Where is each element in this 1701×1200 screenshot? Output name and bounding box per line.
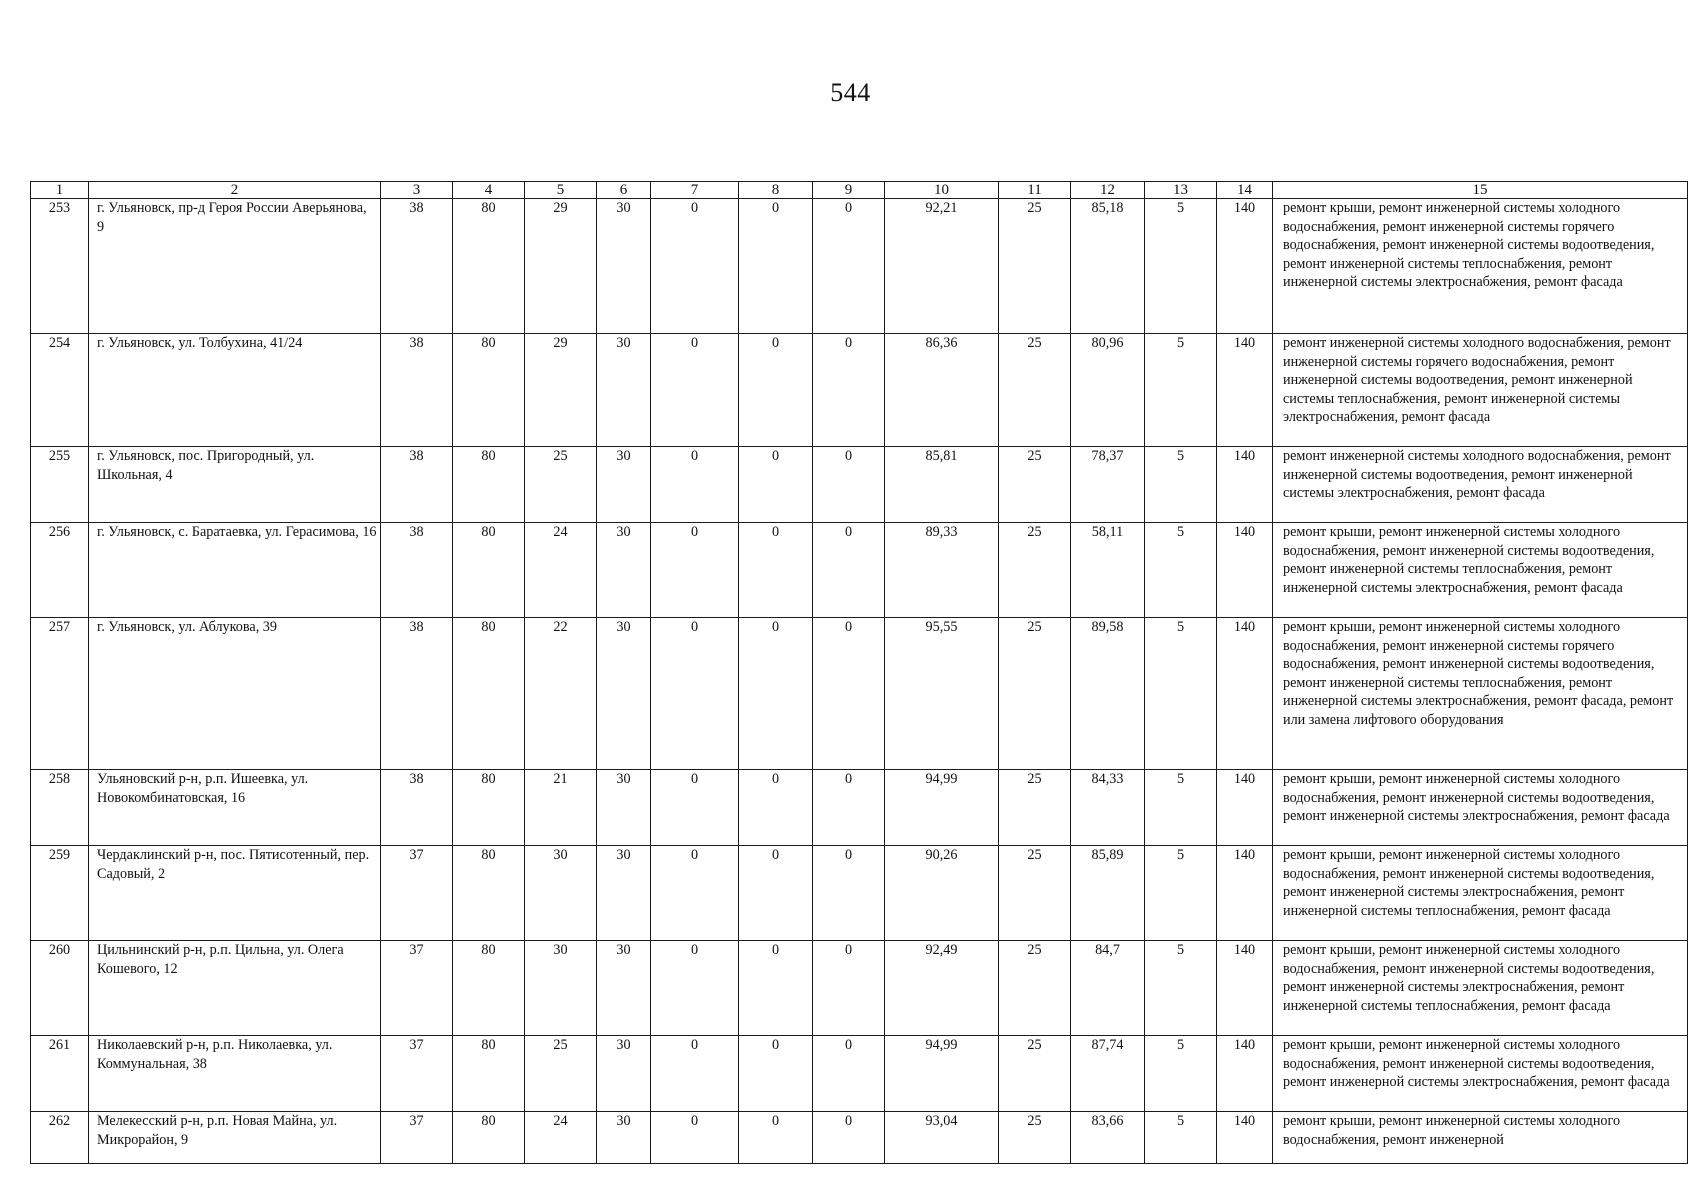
value-cell: 25 — [999, 1036, 1071, 1112]
value-cell: 30 — [597, 334, 651, 447]
value-cell: 140 — [1217, 1036, 1273, 1112]
value-cell: 30 — [597, 1036, 651, 1112]
value-cell: 80 — [453, 334, 525, 447]
value-cell: 94,99 — [885, 770, 999, 846]
row-number-cell: 253 — [31, 199, 89, 334]
row-number-cell: 256 — [31, 523, 89, 618]
value-cell: 25 — [525, 1036, 597, 1112]
value-cell: 38 — [381, 618, 453, 770]
works-cell: ремонт крыши, ремонт инженерной системы холодного водоснабжения, ремонт инженерной системы водоотведения, ремонт инженерной системы теплоснабжения, ремонт инженерной системы электроснабжения, ремонт фасада — [1273, 523, 1688, 618]
value-cell: 0 — [739, 523, 813, 618]
column-header-1: 1 — [31, 182, 89, 199]
value-cell: 0 — [813, 334, 885, 447]
address-cell: Чердаклинский р-н, пос. Пятисотенный, пер. Садовый, 2 — [89, 846, 381, 941]
value-cell: 89,58 — [1071, 618, 1145, 770]
value-cell: 30 — [597, 447, 651, 523]
table-row — [31, 1112, 1688, 1164]
value-cell: 0 — [739, 941, 813, 1036]
row-number-cell: 261 — [31, 1036, 89, 1112]
works-cell: ремонт инженерной системы холодного водоснабжения, ремонт инженерной системы водоотведения, ремонт инженерной системы электроснабжения, ремонт фасада — [1273, 447, 1688, 523]
value-cell: 25 — [999, 618, 1071, 770]
column-header-13: 13 — [1145, 182, 1217, 199]
value-cell: 5 — [1145, 1112, 1217, 1164]
value-cell: 0 — [651, 334, 739, 447]
page-number: 544 — [830, 78, 871, 107]
value-cell: 5 — [1145, 523, 1217, 618]
value-cell: 89,33 — [885, 523, 999, 618]
value-cell: 92,49 — [885, 941, 999, 1036]
value-cell: 80 — [453, 1036, 525, 1112]
address-cell: г. Ульяновск, ул. Аблукова, 39 — [89, 618, 381, 770]
value-cell: 0 — [651, 523, 739, 618]
value-cell: 0 — [813, 618, 885, 770]
value-cell: 29 — [525, 199, 597, 334]
value-cell: 0 — [739, 846, 813, 941]
column-header-3: 3 — [381, 182, 453, 199]
works-cell: ремонт крыши, ремонт инженерной системы холодного водоснабжения, ремонт инженерной системы водоотведения, ремонт инженерной системы электроснабжения, ремонт фасада — [1273, 1036, 1688, 1112]
value-cell: 140 — [1217, 1112, 1273, 1164]
value-cell: 37 — [381, 1112, 453, 1164]
value-cell: 80 — [453, 941, 525, 1036]
row-number-cell: 259 — [31, 846, 89, 941]
value-cell: 25 — [999, 199, 1071, 334]
value-cell: 24 — [525, 1112, 597, 1164]
value-cell: 0 — [739, 770, 813, 846]
value-cell: 0 — [651, 1112, 739, 1164]
value-cell: 25 — [999, 447, 1071, 523]
column-header-11: 11 — [999, 182, 1071, 199]
column-header-6: 6 — [597, 182, 651, 199]
value-cell: 85,81 — [885, 447, 999, 523]
value-cell: 24 — [525, 523, 597, 618]
address-cell: Цильнинский р-н, р.п. Цильна, ул. Олега Кошевого, 12 — [89, 941, 381, 1036]
value-cell: 140 — [1217, 941, 1273, 1036]
value-cell: 0 — [651, 846, 739, 941]
table-row — [31, 447, 1688, 523]
value-cell: 80 — [453, 770, 525, 846]
row-number-cell: 258 — [31, 770, 89, 846]
value-cell: 84,33 — [1071, 770, 1145, 846]
value-cell: 0 — [813, 199, 885, 334]
value-cell: 37 — [381, 846, 453, 941]
value-cell: 30 — [597, 941, 651, 1036]
value-cell: 30 — [525, 846, 597, 941]
value-cell: 0 — [813, 770, 885, 846]
works-cell: ремонт крыши, ремонт инженерной системы холодного водоснабжения, ремонт инженерной системы водоотведения, ремонт инженерной системы электроснабжения, ремонт инженерной системы теплоснабжения, ремонт фасада — [1273, 846, 1688, 941]
value-cell: 5 — [1145, 447, 1217, 523]
value-cell: 21 — [525, 770, 597, 846]
value-cell: 5 — [1145, 846, 1217, 941]
value-cell: 30 — [597, 770, 651, 846]
row-number-cell: 260 — [31, 941, 89, 1036]
value-cell: 80 — [453, 523, 525, 618]
value-cell: 80 — [453, 1112, 525, 1164]
value-cell: 38 — [381, 770, 453, 846]
table-row — [31, 770, 1688, 846]
value-cell: 0 — [651, 1036, 739, 1112]
column-header-4: 4 — [453, 182, 525, 199]
value-cell: 95,55 — [885, 618, 999, 770]
value-cell: 87,74 — [1071, 1036, 1145, 1112]
value-cell: 5 — [1145, 334, 1217, 447]
address-cell: г. Ульяновск, ул. Толбухина, 41/24 — [89, 334, 381, 447]
value-cell: 25 — [999, 523, 1071, 618]
value-cell: 80 — [453, 846, 525, 941]
value-cell: 0 — [813, 941, 885, 1036]
works-cell: ремонт крыши, ремонт инженерной системы холодного водоснабжения, ремонт инженерной системы водоотведения, ремонт инженерной системы электроснабжения, ремонт фасада — [1273, 770, 1688, 846]
value-cell: 86,36 — [885, 334, 999, 447]
value-cell: 37 — [381, 941, 453, 1036]
value-cell: 0 — [739, 199, 813, 334]
table-row — [31, 199, 1688, 334]
value-cell: 0 — [739, 618, 813, 770]
value-cell: 25 — [999, 1112, 1071, 1164]
value-cell: 0 — [651, 447, 739, 523]
table-row — [31, 1036, 1688, 1112]
value-cell: 30 — [597, 523, 651, 618]
value-cell: 0 — [739, 1112, 813, 1164]
row-number-cell: 257 — [31, 618, 89, 770]
value-cell: 5 — [1145, 199, 1217, 334]
value-cell: 140 — [1217, 199, 1273, 334]
table-row — [31, 523, 1688, 618]
address-cell: г. Ульяновск, пос. Пригородный, ул. Школьная, 4 — [89, 447, 381, 523]
column-header-5: 5 — [525, 182, 597, 199]
value-cell: 0 — [651, 199, 739, 334]
value-cell: 140 — [1217, 770, 1273, 846]
row-number-cell: 255 — [31, 447, 89, 523]
value-cell: 37 — [381, 1036, 453, 1112]
value-cell: 22 — [525, 618, 597, 770]
repair-program-table — [30, 181, 1688, 1164]
value-cell: 0 — [813, 447, 885, 523]
works-cell: ремонт крыши, ремонт инженерной системы холодного водоснабжения, ремонт инженерной системы горячего водоснабжения, ремонт инженерной системы водоотведения, ремонт инженерной системы теплоснабжения, ремонт инженерной системы электроснабжения, ремонт фасада — [1273, 199, 1688, 334]
value-cell: 0 — [739, 447, 813, 523]
table-row — [31, 334, 1688, 447]
value-cell: 38 — [381, 447, 453, 523]
table-row — [31, 846, 1688, 941]
value-cell: 0 — [739, 1036, 813, 1112]
value-cell: 0 — [651, 941, 739, 1036]
works-cell: ремонт инженерной системы холодного водоснабжения, ремонт инженерной системы горячего водоснабжения, ремонт инженерной системы водоотведения, ремонт инженерной системы теплоснабжения, ремонт инженерной системы электроснабжения, ремонт фасада — [1273, 334, 1688, 447]
value-cell: 83,66 — [1071, 1112, 1145, 1164]
column-header-9: 9 — [813, 182, 885, 199]
works-cell: ремонт крыши, ремонт инженерной системы холодного водоснабжения, ремонт инженерной — [1273, 1112, 1688, 1164]
value-cell: 140 — [1217, 618, 1273, 770]
value-cell: 94,99 — [885, 1036, 999, 1112]
value-cell: 30 — [597, 846, 651, 941]
value-cell: 85,89 — [1071, 846, 1145, 941]
value-cell: 140 — [1217, 846, 1273, 941]
address-cell: Мелекесский р-н, р.п. Новая Майна, ул. Микрорайон, 9 — [89, 1112, 381, 1164]
column-header-10: 10 — [885, 182, 999, 199]
column-header-15: 15 — [1273, 182, 1688, 199]
value-cell: 29 — [525, 334, 597, 447]
value-cell: 85,18 — [1071, 199, 1145, 334]
value-cell: 93,04 — [885, 1112, 999, 1164]
value-cell: 140 — [1217, 523, 1273, 618]
value-cell: 0 — [813, 846, 885, 941]
works-cell: ремонт крыши, ремонт инженерной системы холодного водоснабжения, ремонт инженерной системы горячего водоснабжения, ремонт инженерной системы водоотведения, ремонт инженерной системы теплоснабжения, ремонт инженерной системы электроснабжения, ремонт фасада, ремонт или замена лифтового оборудования — [1273, 618, 1688, 770]
value-cell: 30 — [597, 1112, 651, 1164]
header-row — [31, 182, 1688, 199]
value-cell: 80 — [453, 447, 525, 523]
table-row — [31, 618, 1688, 770]
value-cell: 5 — [1145, 770, 1217, 846]
value-cell: 5 — [1145, 618, 1217, 770]
column-header-14: 14 — [1217, 182, 1273, 199]
value-cell: 80 — [453, 618, 525, 770]
value-cell: 25 — [999, 846, 1071, 941]
value-cell: 38 — [381, 199, 453, 334]
value-cell: 84,7 — [1071, 941, 1145, 1036]
value-cell: 92,21 — [885, 199, 999, 334]
value-cell: 78,37 — [1071, 447, 1145, 523]
value-cell: 80 — [453, 199, 525, 334]
column-header-7: 7 — [651, 182, 739, 199]
value-cell: 58,11 — [1071, 523, 1145, 618]
value-cell: 5 — [1145, 1036, 1217, 1112]
value-cell: 25 — [999, 770, 1071, 846]
works-cell: ремонт крыши, ремонт инженерной системы холодного водоснабжения, ремонт инженерной системы водоотведения, ремонт инженерной системы электроснабжения, ремонт инженерной системы теплоснабжения, ремонт фасада — [1273, 941, 1688, 1036]
value-cell: 140 — [1217, 447, 1273, 523]
value-cell: 25 — [525, 447, 597, 523]
value-cell: 0 — [651, 770, 739, 846]
value-cell: 30 — [597, 618, 651, 770]
value-cell: 5 — [1145, 941, 1217, 1036]
value-cell: 0 — [813, 1036, 885, 1112]
address-cell: Ульяновский р-н, р.п. Ишеевка, ул. Новокомбинатовская, 16 — [89, 770, 381, 846]
table-row — [31, 941, 1688, 1036]
value-cell: 0 — [739, 334, 813, 447]
column-header-8: 8 — [739, 182, 813, 199]
value-cell: 30 — [525, 941, 597, 1036]
column-header-12: 12 — [1071, 182, 1145, 199]
value-cell: 38 — [381, 334, 453, 447]
column-header-2: 2 — [89, 182, 381, 199]
value-cell: 25 — [999, 334, 1071, 447]
value-cell: 0 — [813, 523, 885, 618]
row-number-cell: 254 — [31, 334, 89, 447]
table-header — [31, 182, 1688, 199]
address-cell: Николаевский р-н, р.п. Николаевка, ул. Коммунальная, 38 — [89, 1036, 381, 1112]
value-cell: 25 — [999, 941, 1071, 1036]
value-cell: 80,96 — [1071, 334, 1145, 447]
value-cell: 30 — [597, 199, 651, 334]
value-cell: 38 — [381, 523, 453, 618]
value-cell: 0 — [813, 1112, 885, 1164]
value-cell: 90,26 — [885, 846, 999, 941]
value-cell: 0 — [651, 618, 739, 770]
address-cell: г. Ульяновск, с. Баратаевка, ул. Герасимова, 16 — [89, 523, 381, 618]
row-number-cell: 262 — [31, 1112, 89, 1164]
value-cell: 140 — [1217, 334, 1273, 447]
table-body — [31, 199, 1688, 1164]
address-cell: г. Ульяновск, пр-д Героя России Аверьянова, 9 — [89, 199, 381, 334]
